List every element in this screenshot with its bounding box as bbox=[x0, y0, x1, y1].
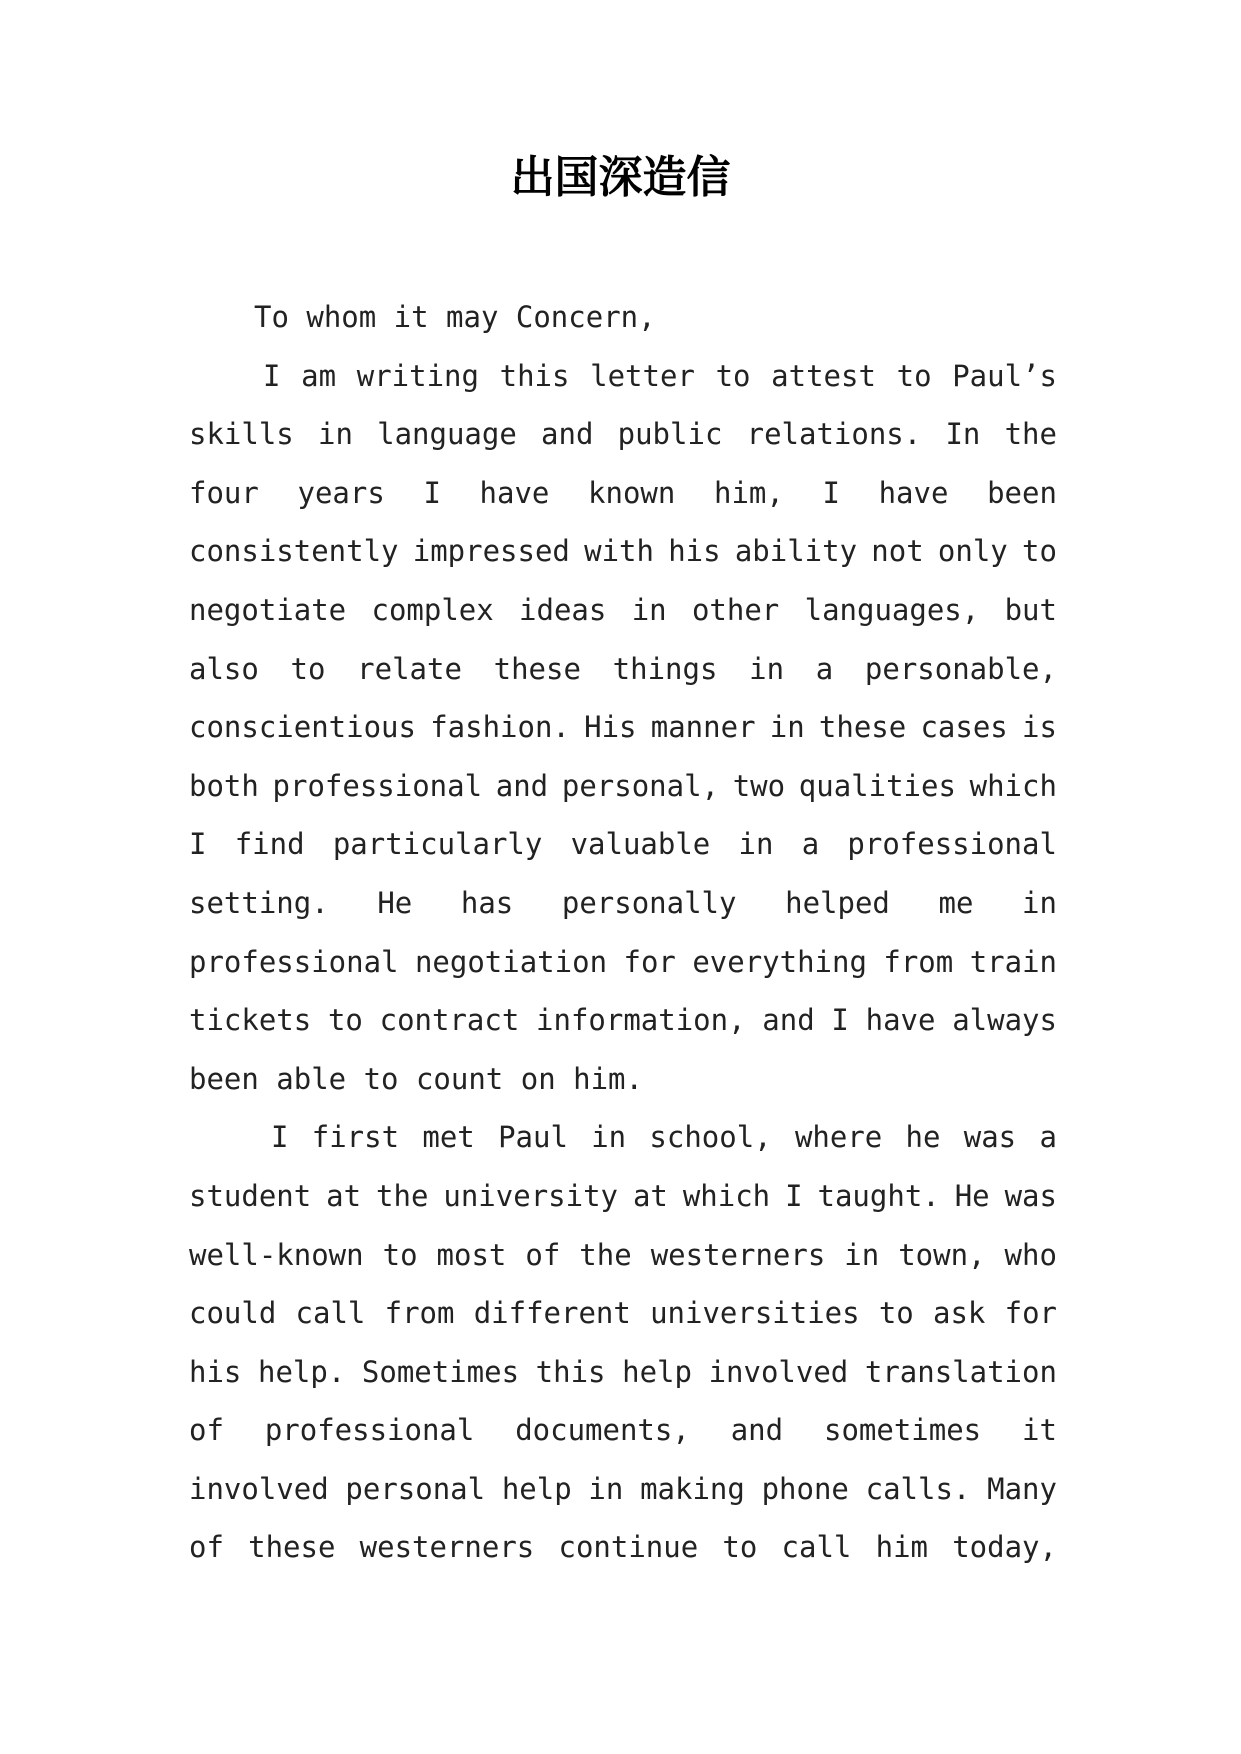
letter-paragraphs bbox=[189, 347, 1057, 1577]
letter-body bbox=[189, 288, 1057, 1577]
paragraph bbox=[189, 347, 1057, 1109]
text-line: I am writing this letter to attest to Paul’s bbox=[263, 358, 1057, 393]
text-line: conscientious fashion. His manner in these cases is bbox=[189, 710, 1057, 745]
text-line: both professional and personal, two qualities which bbox=[189, 768, 1057, 803]
text-line: been able to count on him. bbox=[189, 1061, 643, 1096]
text-line: could call from different universities to ask for bbox=[189, 1296, 1057, 1331]
text-line: student at the university at which I taught. He was bbox=[189, 1178, 1057, 1213]
text-line: consistently impressed with his ability not only to bbox=[189, 534, 1057, 569]
salutation: To whom it may Concern, bbox=[254, 300, 656, 334]
text-line: also to relate these things in a personable, bbox=[189, 651, 1057, 686]
text-line: his help. Sometimes this help involved translation bbox=[189, 1354, 1057, 1389]
document-title: 出国深造信 bbox=[510, 152, 731, 203]
text-line: negotiate complex ideas in other languages, but bbox=[189, 592, 1057, 627]
text-line: I first met Paul in school, where he was a bbox=[271, 1120, 1057, 1155]
text-line: involved personal help in making phone calls. Many bbox=[189, 1471, 1057, 1506]
text-line: of professional documents, and sometimes it bbox=[189, 1413, 1057, 1448]
text-line: setting. He has personally helped me in bbox=[189, 885, 1057, 920]
paragraph bbox=[189, 1108, 1057, 1577]
text-line: professional negotiation for everything from train bbox=[189, 944, 1057, 979]
text-line: skills in language and public relations. In the bbox=[189, 417, 1057, 452]
text-line: four years I have known him, I have been bbox=[189, 475, 1057, 510]
text-line: I find particularly valuable in a professional bbox=[189, 827, 1057, 862]
text-line: well-known to most of the westerners in town, who bbox=[189, 1237, 1057, 1272]
text-line: of these westerners continue to call him today, bbox=[189, 1530, 1057, 1565]
text-line: tickets to contract information, and I have always bbox=[189, 1003, 1057, 1038]
